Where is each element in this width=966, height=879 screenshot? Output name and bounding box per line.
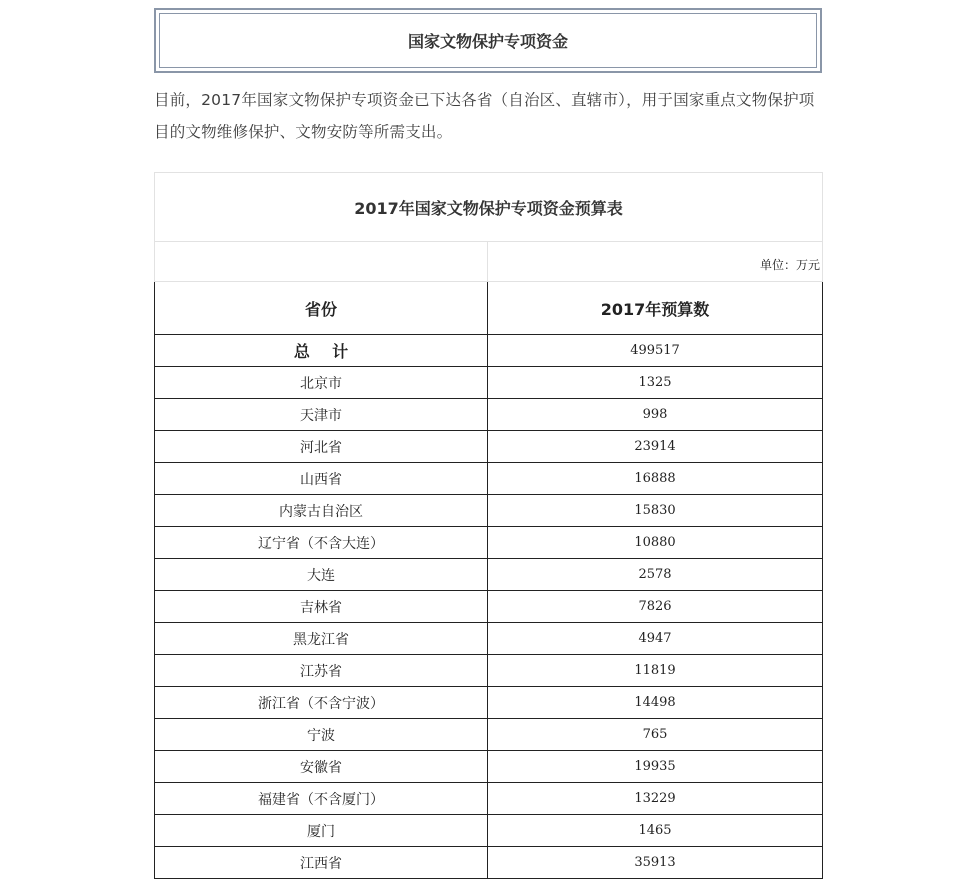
budget-value-cell: 2578 [488, 559, 823, 591]
province-cell: 河北省 [155, 431, 488, 463]
table-row [155, 399, 823, 431]
budget-value-cell: 7826 [488, 591, 823, 623]
budget-value-cell: 11819 [488, 655, 823, 687]
budget-value-cell: 15830 [488, 495, 823, 527]
province-cell: 黑龙江省 [155, 623, 488, 655]
budget-value-cell: 1465 [488, 815, 823, 847]
table-row [155, 623, 823, 655]
table-row [155, 559, 823, 591]
table-row [155, 591, 823, 623]
table-row [155, 463, 823, 495]
budget-value-cell: 16888 [488, 463, 823, 495]
province-cell: 厦门 [155, 815, 488, 847]
total-label: 总 计 [155, 335, 488, 367]
province-cell: 辽宁省（不含大连） [155, 527, 488, 559]
province-cell: 内蒙古自治区 [155, 495, 488, 527]
province-cell: 江苏省 [155, 655, 488, 687]
table-title: 2017年国家文物保护专项资金预算表 [155, 173, 823, 242]
budget-table-container [154, 172, 822, 879]
unit-label: 单位：万元 [488, 242, 823, 282]
province-cell: 大连 [155, 559, 488, 591]
table-row [155, 751, 823, 783]
budget-value-cell: 14498 [488, 687, 823, 719]
table-row [155, 495, 823, 527]
province-cell: 山西省 [155, 463, 488, 495]
budget-value-cell: 35913 [488, 847, 823, 879]
budget-table [154, 172, 823, 879]
total-value: 499517 [488, 335, 823, 367]
budget-value-cell: 765 [488, 719, 823, 751]
intro-paragraph: 目前，2017年国家文物保护专项资金已下达各省（自治区、直辖市），用于国家重点文物保护项目的文物维修保护、文物安防等所需支出。 [154, 91, 815, 141]
budget-value-cell: 4947 [488, 623, 823, 655]
province-cell: 福建省（不含厦门） [155, 783, 488, 815]
table-header-row [155, 282, 823, 335]
table-total-row [155, 335, 823, 367]
table-row [155, 527, 823, 559]
table-row [155, 367, 823, 399]
column-header-province: 省份 [155, 282, 488, 335]
province-cell: 宁波 [155, 719, 488, 751]
table-row [155, 719, 823, 751]
province-cell: 天津市 [155, 399, 488, 431]
budget-value-cell: 19935 [488, 751, 823, 783]
province-cell: 江西省 [155, 847, 488, 879]
table-row [155, 847, 823, 879]
table-row [155, 431, 823, 463]
budget-value-cell: 13229 [488, 783, 823, 815]
table-row [155, 655, 823, 687]
article-header-box [154, 8, 822, 73]
budget-value-cell: 1325 [488, 367, 823, 399]
table-title-row [155, 173, 823, 242]
budget-value-cell: 998 [488, 399, 823, 431]
column-header-budget: 2017年预算数 [488, 282, 823, 335]
table-row [155, 687, 823, 719]
budget-value-cell: 10880 [488, 527, 823, 559]
table-row [155, 783, 823, 815]
table-row [155, 815, 823, 847]
table-unit-row [155, 242, 823, 282]
province-cell: 北京市 [155, 367, 488, 399]
province-cell: 吉林省 [155, 591, 488, 623]
unit-empty-cell [155, 242, 488, 282]
province-cell: 浙江省（不含宁波） [155, 687, 488, 719]
article-title: 国家文物保护专项资金 [159, 13, 817, 68]
province-cell: 安徽省 [155, 751, 488, 783]
budget-value-cell: 23914 [488, 431, 823, 463]
